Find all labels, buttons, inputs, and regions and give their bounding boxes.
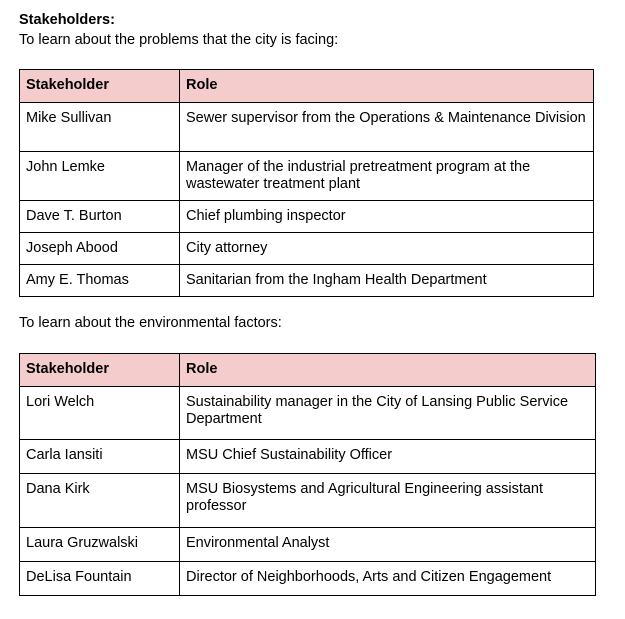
- stakeholder-name: Amy E. Thomas: [20, 265, 180, 297]
- table-header-row: [20, 354, 596, 387]
- stakeholder-name: Dana Kirk: [20, 474, 180, 528]
- stakeholder-role: MSU Biosystems and Agricultural Engineering assistant professor: [180, 474, 596, 528]
- stakeholder-role: Chief plumbing inspector: [180, 201, 594, 233]
- table-row: [20, 201, 594, 233]
- stakeholder-name: DeLisa Fountain: [20, 562, 180, 596]
- stakeholders-table-environmental: [19, 353, 596, 596]
- header-role: Role: [180, 70, 594, 103]
- table-row: [20, 387, 596, 440]
- stakeholder-role: MSU Chief Sustainability Officer: [180, 440, 596, 474]
- table-row: [20, 233, 594, 265]
- table-row: [20, 528, 596, 562]
- stakeholder-name: Joseph Abood: [20, 233, 180, 265]
- table-row: [20, 265, 594, 297]
- stakeholder-name: Mike Sullivan: [20, 103, 180, 152]
- stakeholders-table-problems: [19, 69, 594, 297]
- stakeholder-name: Dave T. Burton: [20, 201, 180, 233]
- header-stakeholder: Stakeholder: [20, 354, 180, 387]
- stakeholder-name: Laura Gruzwalski: [20, 528, 180, 562]
- table-row: [20, 103, 594, 152]
- table-row: [20, 562, 596, 596]
- intro-text-environmental: To learn about the environmental factors:: [19, 315, 282, 331]
- header-role: Role: [180, 354, 596, 387]
- stakeholder-name: Lori Welch: [20, 387, 180, 440]
- header-stakeholder: Stakeholder: [20, 70, 180, 103]
- stakeholder-role: Director of Neighborhoods, Arts and Citizen Engagement: [180, 562, 596, 596]
- table-row: [20, 474, 596, 528]
- section-heading: Stakeholders:: [19, 12, 115, 28]
- intro-text-problems: To learn about the problems that the city is facing:: [19, 32, 339, 48]
- table-row: [20, 152, 594, 201]
- stakeholder-role: Sanitarian from the Ingham Health Department: [180, 265, 594, 297]
- stakeholder-name: John Lemke: [20, 152, 180, 201]
- table-header-row: [20, 70, 594, 103]
- stakeholder-role: Sustainability manager in the City of Lansing Public Service Department: [180, 387, 596, 440]
- stakeholder-role: Manager of the industrial pretreatment program at the wastewater treatment plant: [180, 152, 594, 201]
- table-row: [20, 440, 596, 474]
- stakeholder-name: Carla Iansiti: [20, 440, 180, 474]
- stakeholder-role: Sewer supervisor from the Operations & Maintenance Division: [180, 103, 594, 152]
- stakeholder-role: Environmental Analyst: [180, 528, 596, 562]
- stakeholder-role: City attorney: [180, 233, 594, 265]
